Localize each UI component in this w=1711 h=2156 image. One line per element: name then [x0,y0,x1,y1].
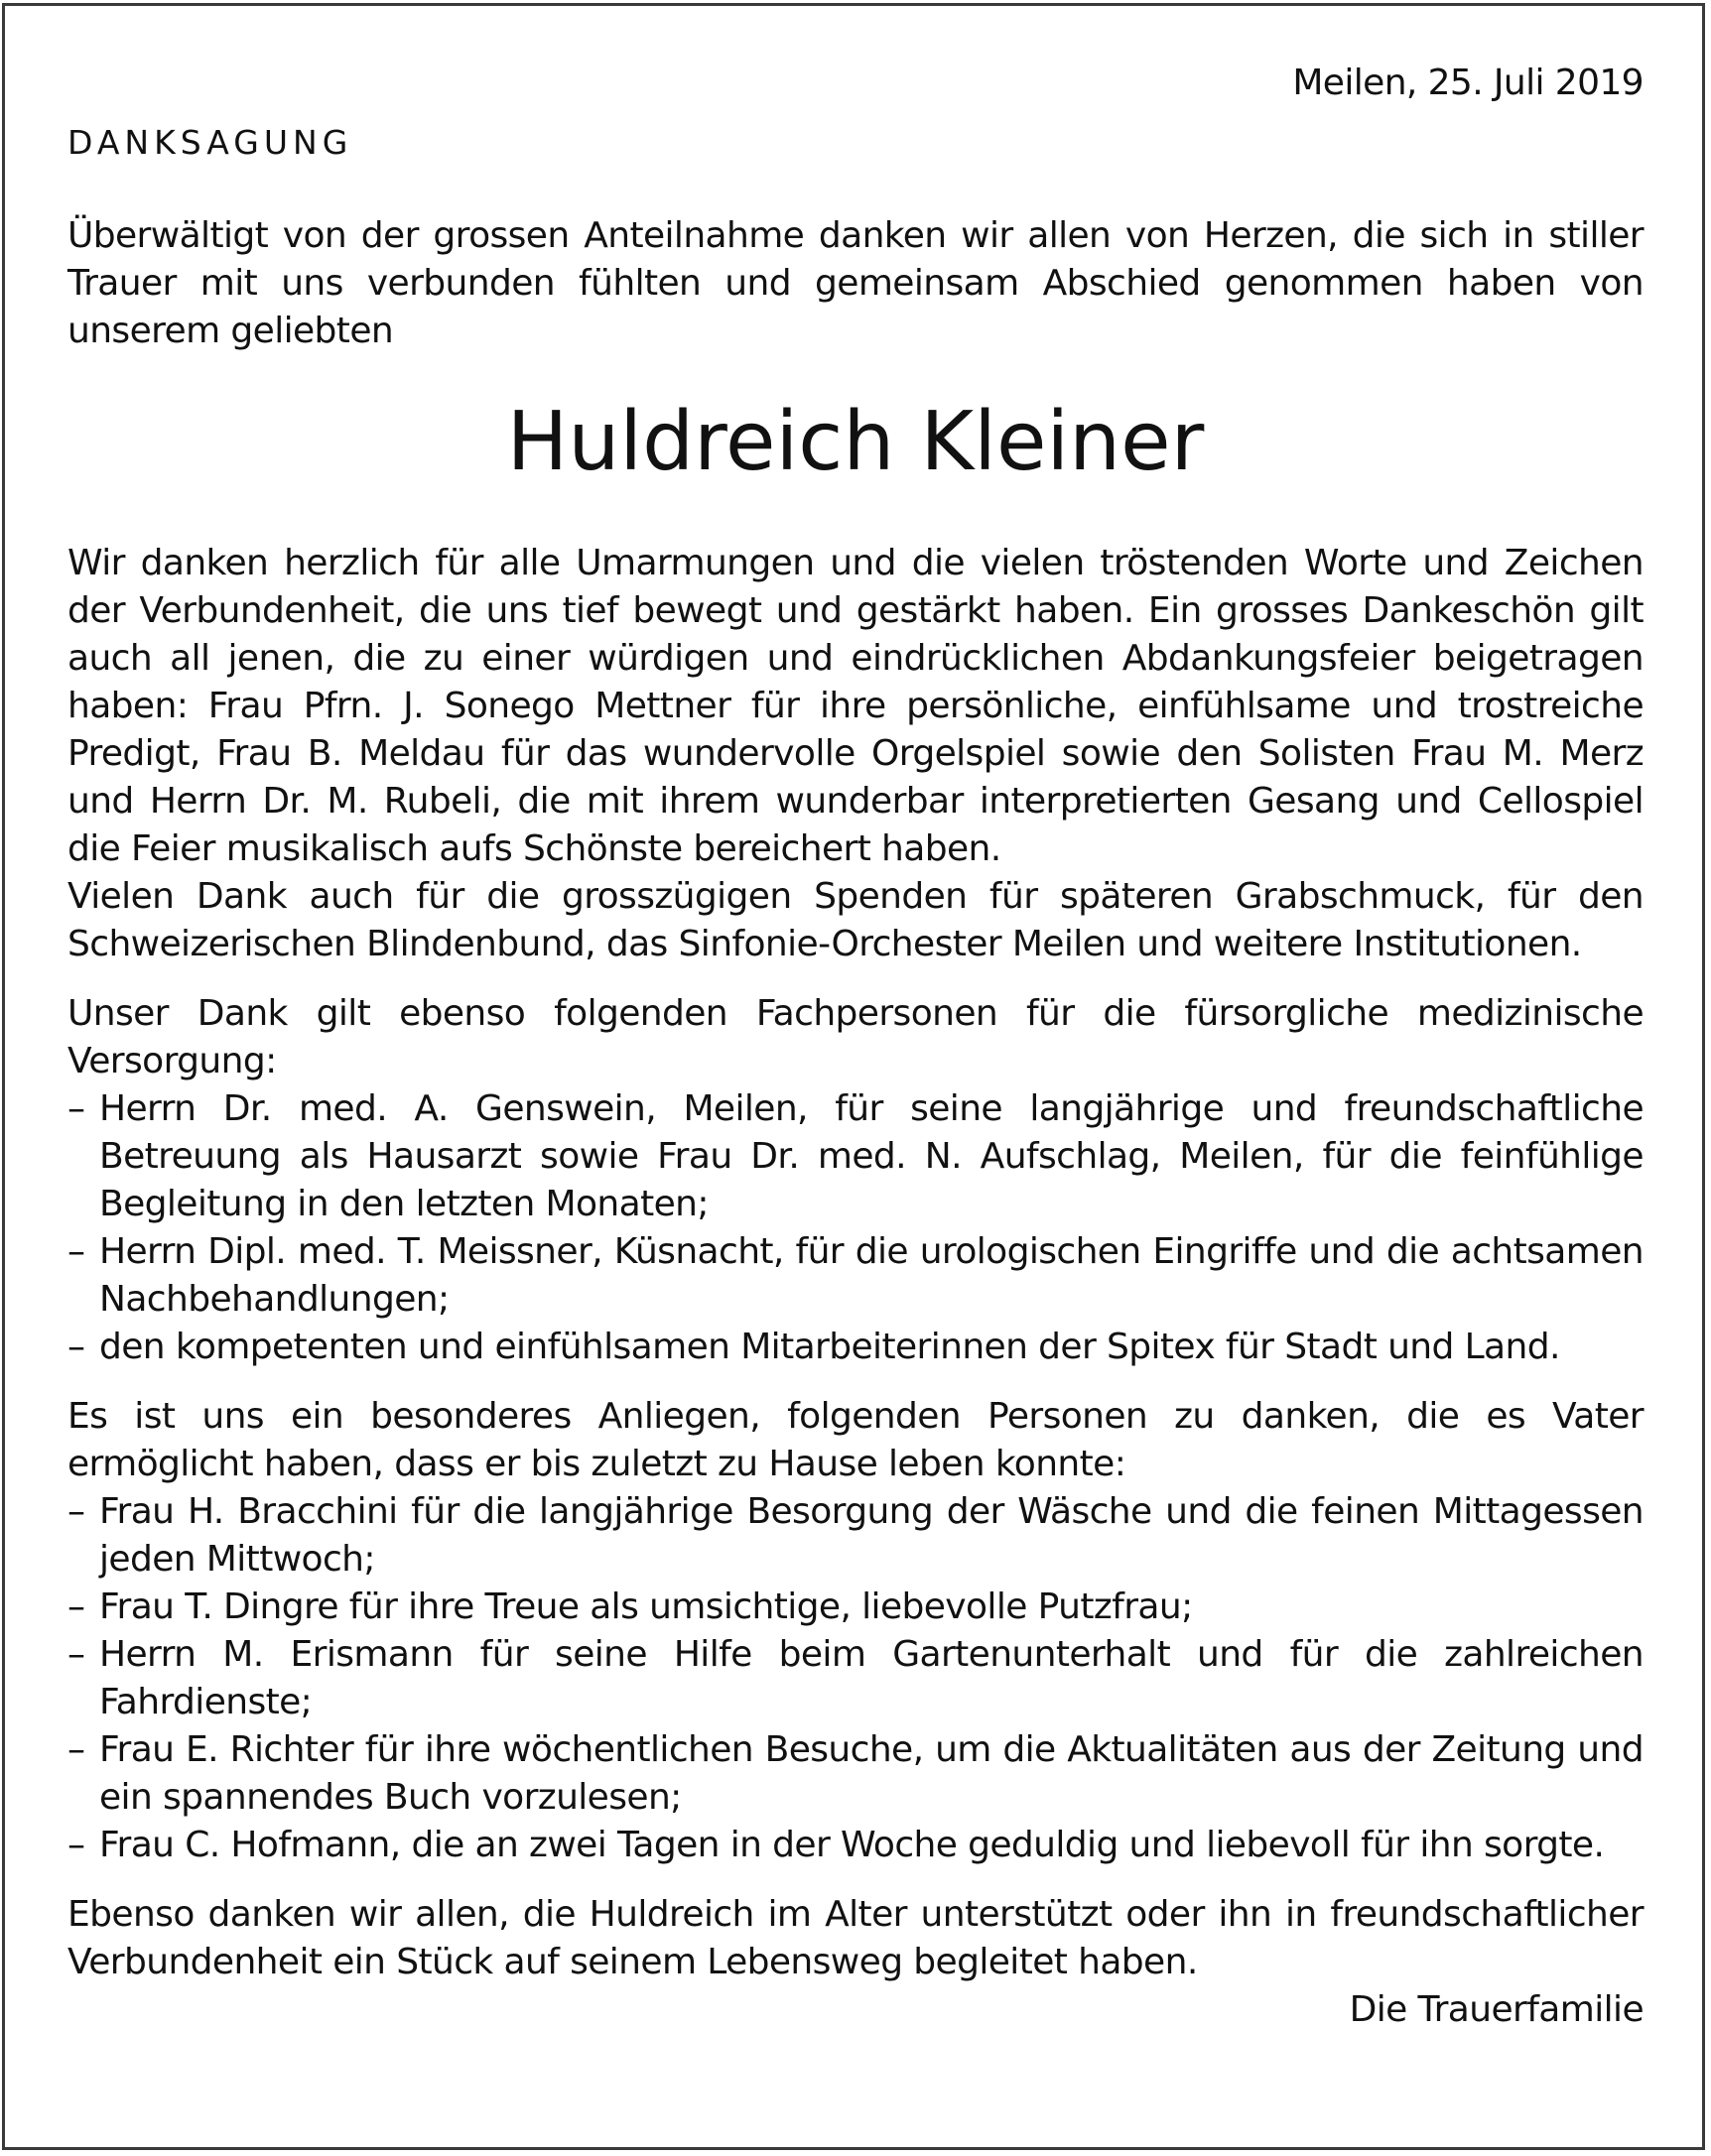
list-dash: – [67,1586,85,1627]
home-care-intro: Es ist uns ein besonderes Anliegen, folgenden Personen zu danken, die es Vater ermöglicht haben, dass er bis zuletzt zu Hause leben konnte: [67,1396,1644,1484]
list-item-text: den kompetenten und einfühlsamen Mitarbeiterinnen der Spitex für Stadt und Land. [99,1327,1560,1367]
list-dash: – [67,1634,85,1675]
intro-paragraph: Überwältigt von der grossen Anteilnahme danken wir allen von Herzen, die sich in stiller Trauer mit uns verbunden fühlten und gemeinsam Abschied genommen haben von unserem geliebten [67,215,1644,351]
list-item [67,1228,1644,1324]
list-item [67,1631,1644,1726]
list-item-text: Frau H. Bracchini für die langjährige Besorgung der Wäsche und die feinen Mittagessen jeden Mittwoch; [99,1491,1644,1580]
signoff: Die Trauerfamilie [1349,1989,1644,2030]
list-dash: – [67,1825,85,1865]
list-item-text: Herrn M. Erismann für seine Hilfe beim Gartenunterhalt und für die zahlreichen Fahrdienste; [99,1634,1644,1722]
list-item-text: Herrn Dipl. med. T. Meissner, Küsnacht, für die urologischen Eingriffe und die achtsamen Nachbehandlungen; [99,1231,1644,1320]
list-item-text: Herrn Dr. med. A. Genswein, Meilen, für seine langjährige und freundschaftliche Betreuung als Hausarzt sowie Frau Dr. med. N. Aufschlag, Meilen, für die feinfühlige Begleitung in den letzten Monaten; [99,1088,1644,1224]
list-dash: – [67,1729,85,1770]
notice-heading: DANKSAGUNG [67,123,353,162]
medical-intro: Unser Dank gilt ebenso folgenden Fachpersonen für die fürsorgliche medizinische Versorgung: [67,993,1644,1081]
list-item [67,1085,1644,1228]
list-item [67,1324,1644,1371]
medical-list [67,1085,1644,1371]
donations-paragraph: Vielen Dank auch für die grosszügigen Spenden für späteren Grabschmuck, für den Schweizerischen Blindenbund, das Sinfonie-Orchester Meilen und weitere Institutionen. [67,876,1644,964]
deceased-name: Huldreich Kleiner [506,395,1205,489]
list-item-text: Frau C. Hofmann, die an zwei Tagen in der Woche geduldig und liebevoll für ihn sorgte. [99,1825,1605,1865]
list-dash: – [67,1088,85,1129]
place-date: Meilen, 25. Juli 2019 [1292,63,1644,103]
obituary-notice [67,60,1644,2034]
closing-paragraph: Ebenso danken wir allen, die Huldreich im Alter unterstützt oder ihn in freundschaftlicher Verbundenheit ein Stück auf seinem Lebensweg begleitet haben. [67,1894,1644,1982]
list-item [67,1584,1644,1631]
list-item [67,1488,1644,1584]
thanks-paragraph: Wir danken herzlich für alle Umarmungen und die vielen tröstenden Worte und Zeichen der Verbundenheit, die uns tief bewegt und gestärkt haben. Ein grosses Dankeschön gilt auch all jenen, die zu einer würdigen und eindrücklichen Abdankungsfeier beigetragen haben: Frau Pfrn. J. Sonego Mettner für ihre persönliche, einfühlsame und trostreiche Predigt, Frau B. Meldau für das wundervolle Orgelspiel sowie den Solisten Frau M. Merz und Herrn Dr. M. Rubeli, die mit ihrem wunderbar interpretierten Gesang und Cellospiel die Feier musikalisch aufs Schönste bereichert haben. [67,543,1644,869]
list-item-text: Frau T. Dingre für ihre Treue als umsichtige, liebevolle Putzfrau; [99,1586,1193,1627]
list-item [67,1726,1644,1822]
home-care-list [67,1488,1644,1869]
list-dash: – [67,1231,85,1272]
list-item [67,1822,1644,1869]
list-item-text: Frau E. Richter für ihre wöchentlichen Besuche, um die Aktualitäten aus der Zeitung und ein spannendes Buch vorzulesen; [99,1729,1644,1818]
list-dash: – [67,1327,85,1367]
list-dash: – [67,1491,85,1532]
